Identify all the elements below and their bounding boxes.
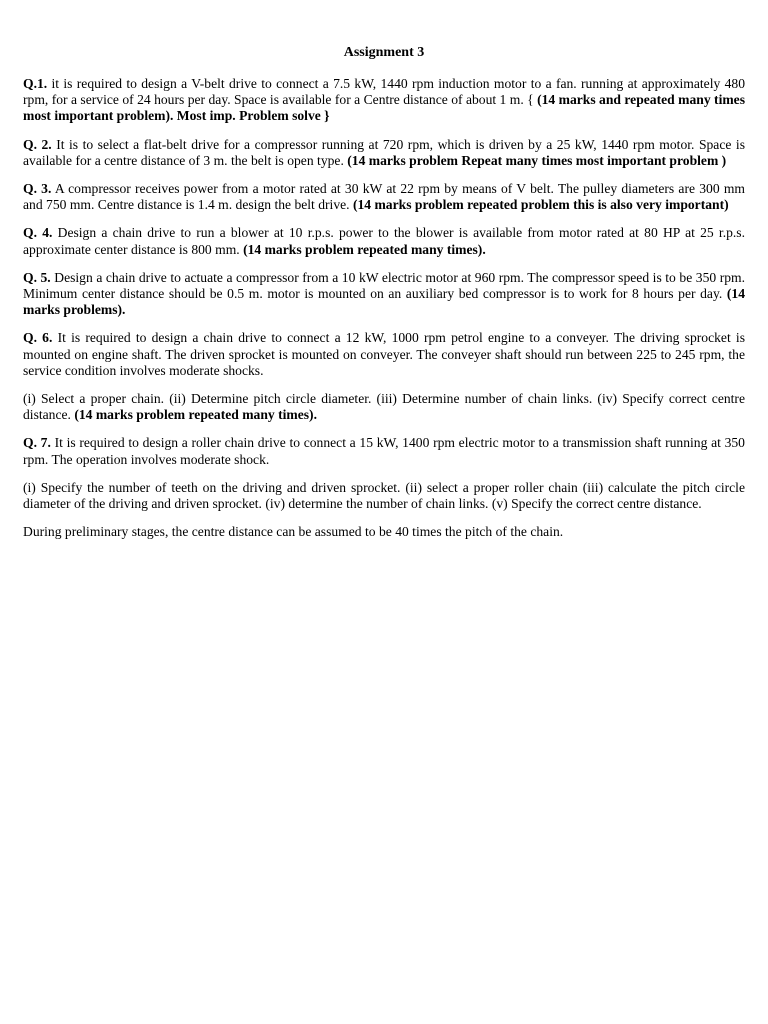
question-label: Q.1. <box>23 76 48 91</box>
question-text: During preliminary stages, the centre distance can be assumed to be 40 times the pitch of the chain. <box>23 524 564 540</box>
question-text: (i) Select a proper chain. (ii) Determine pitch circle diameter. (iii) Determine number of chain links. (iv) Specify correct centre distance. <box>23 391 745 423</box>
question-3 <box>23 181 745 213</box>
document-title: Assignment 3 <box>343 45 425 60</box>
question-label: Q. 7. <box>23 435 51 451</box>
question-label: Q. 6. <box>23 330 53 346</box>
question-6-subparts <box>23 391 745 423</box>
question-text: (i) Specify the number of teeth on the driving and driven sprocket. (ii) select a proper roller chain (iii) calculate the pitch circle diameter of the driving and driven sprocket. (iv) determine the number of chain links. (v) Specify the correct centre distance. <box>23 479 745 512</box>
document-page <box>23 44 745 552</box>
question-marks-note: (14 marks and repeated many times most important problem). Most imp. Problem solve } <box>23 92 745 124</box>
question-marks-note: (14 marks problem repeated many times). <box>239 241 486 257</box>
question-text: Design a chain drive to actuate a compressor from a 10 kW electric motor at 960 rpm. The compressor speed is to be 350 rpm. Minimum center distance should be 0.5 m. motor is mounted on an auxiliary bed compressor is to work for 8 hours per day. <box>23 269 745 302</box>
question-6 <box>23 330 745 379</box>
question-4 <box>23 225 745 257</box>
question-5 <box>23 270 745 319</box>
question-marks-note: (14 marks problem repeated problem this is also very important) <box>349 197 729 213</box>
question-text: Design a chain drive to run a blower at 10 r.p.s. power to the blower is available from motor rated at 80 HP at 25 r.p.s. approximate center distance is 800 mm. <box>23 225 745 257</box>
question-label: Q. 4. <box>23 225 53 241</box>
question-text: it is required to design a V-belt drive to connect a 7.5 kW, 1440 rpm induction motor to a fan. running at approximately 480 rpm, for a service of 24 hours per day. Space is available for a Centre distance of about 1 m. { <box>23 76 745 108</box>
question-marks-note: (14 marks problem Repeat many times most important problem ) <box>343 152 727 168</box>
preliminary-note <box>23 524 745 540</box>
question-label: Q. 3. <box>23 181 52 197</box>
question-marks-note: (14 marks problem repeated many times). <box>70 407 317 423</box>
question-7-subparts <box>23 480 745 512</box>
question-text: It is required to design a chain drive to connect a 12 kW, 1000 rpm petrol engine to a conveyer. The driving sprocket is mounted on engine shaft. The driven sprocket is mounted on conveyer. The conveyer shaft should run between 225 to 245 rpm, the service condition involves moderate shocks. <box>23 330 745 378</box>
question-text: A compressor receives power from a motor rated at 30 kW at 22 rpm by means of V belt. The pulley diameters are 300 mm and 750 mm. Centre distance is 1.4 m. design the belt drive. <box>23 181 745 213</box>
question-marks-note: (14 marks problems). <box>23 286 745 318</box>
question-1 <box>23 76 745 125</box>
question-7 <box>23 435 745 467</box>
question-label: Q. 2. <box>23 136 52 152</box>
question-text: It is required to design a roller chain drive to connect a 15 kW, 1400 rpm electric motor to a transmission shaft running at 350 rpm. The operation involves moderate shock. <box>23 435 745 467</box>
question-2 <box>23 137 745 169</box>
question-label: Q. 5. <box>23 269 51 285</box>
question-text: It is to select a flat-belt drive for a compressor running at 720 rpm, which is driven by a 25 kW, 1440 rpm motor. Space is available for a centre distance of 3 m. the belt is open type. <box>23 136 745 168</box>
